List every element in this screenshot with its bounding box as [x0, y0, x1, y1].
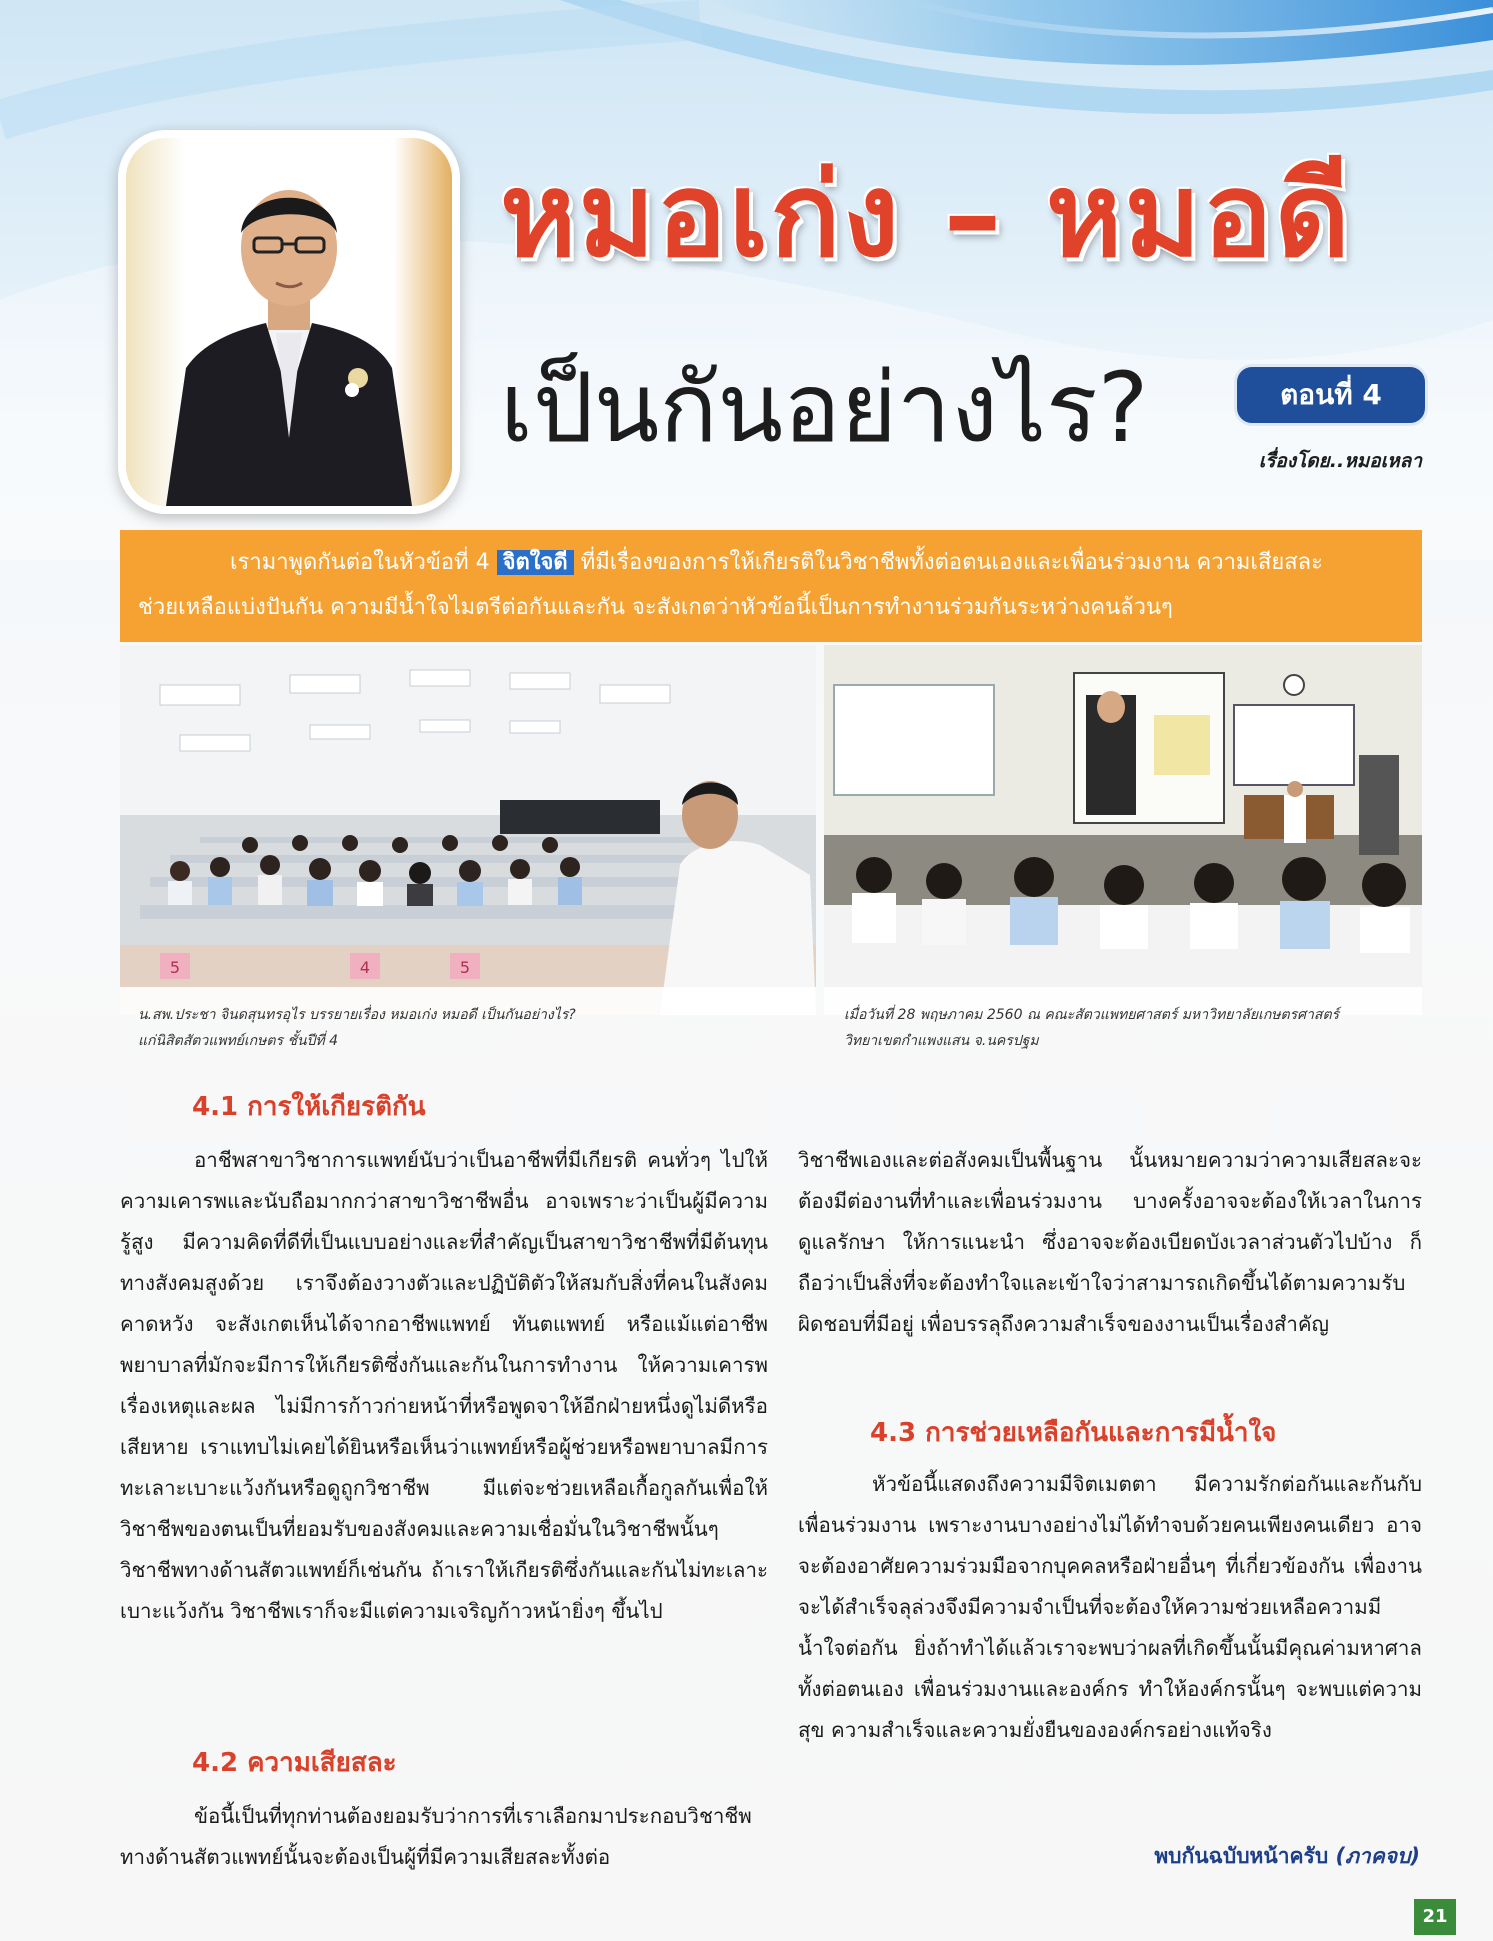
intro-line-2: ช่วยเหลือแบ่งปันกัน ความมีน้ำใจไมตรีต่อกันและกัน จะสังเกตว่าหัวข้อนี้เป็นการทำงานร่วมกันระหว่างคนล้วนๆ — [138, 595, 1173, 620]
section-4-2-body-start: ข้อนี้เป็นที่ทุกท่านต้องยอมรับว่าการที่เราเลือกมาประกอบวิชาชีพทางด้านสัตวแพทย์นั้นจะต้องเป็นผู้ที่มีความเสียสละทั้งต่อ — [120, 1804, 752, 1869]
section-4-3-body: หัวข้อนี้แสดงถึงความมีจิตเมตตา มีความรักต่อกันและกันกับเพื่อนร่วมงาน เพราะงานบางอย่างไม่ได้ทำจบด้วยคนเพียงคนเดียว อาจจะต้องอาศัยความร่วมมือจากบุคคลหรือฝ่ายอื่นๆ ที่เกี่ยวข้องกัน เพื่องานจะได้สำเร็จลุล่วงจึงมีความจำเป็นที่จะต้องให้ความช่วยเหลือความมีน้ำใจต่อกัน ยิ่งถ้าทำได้แล้วเราจะพบว่าผลที่เกิดขึ้นนั้นมีคุณค่ามหาศาลทั้งต่อตนเอง เพื่อนร่วมงานและองค์กร ทำให้องค์กรนั้นๆ จะพบแต่ความสุข ความสำเร็จและความยั่งยืนขององค์กรอย่างแท้จริง — [798, 1472, 1422, 1742]
lecture-room-photo — [824, 645, 1422, 1015]
intro-line-1 — [138, 540, 1398, 585]
closing-line — [1020, 1840, 1420, 1873]
section-4-2-heading: 4.2 ความเสียสละ — [192, 1748, 397, 1778]
closing-text: พบกันฉบับหน้าครับ — [1154, 1844, 1329, 1868]
lecture-room-illustration — [824, 645, 1422, 1015]
desk-number-2: 4 — [359, 958, 371, 977]
article-title: หมอเก่ง – หมอดี — [500, 148, 1352, 283]
closing-note: (ภาคจบ) — [1335, 1844, 1420, 1868]
left-caption-line-2: แก่นิสิตสัตวแพทย์เกษตร ชั้นปีที่ 4 — [138, 1033, 338, 1049]
author-portrait — [118, 130, 460, 514]
left-photo-caption — [138, 1002, 798, 1054]
left-caption-line-1: น.สพ.ประชา จินดสุนทรอุไร บรรยายเรื่อง หมอเก่ง หมอดี เป็นกันอย่างไร? — [138, 1007, 576, 1023]
lecture-hall-photo — [120, 645, 816, 1015]
section-4-1-heading: 4.1 การให้เกียรติกัน — [192, 1092, 426, 1122]
desk-number-3: 5 — [459, 958, 471, 977]
section-4-1-body: อาชีพสาขาวิชาการแพทย์นับว่าเป็นอาชีพที่มีเกียรติ คนทั่วๆ ไปให้ความเคารพและนับถือมากกว่าสาขาวิชาชีพอื่น อาจเพราะว่าเป็นผู้มีความรู้สูง มีความคิดที่ดีที่เป็นแบบอย่างและที่สำคัญเป็นสาขาวิชาชีพที่มีต้นทุนทางสังคมสูงด้วย เราจึงต้องวางตัวและปฏิบัติตัวให้สมกับสิ่งที่คนในสังคมคาดหวัง จะสังเกตเห็นได้จากอาชีพแพทย์ ทันตแพทย์ หรือแม้แต่อาชีพพยาบาลที่มักจะมีการให้เกียรติซึ่งกันและกันในการทำงาน ให้ความเคารพเรื่องเหตุและผล ไม่มีการก้าวก่ายหน้าที่หรือพูดจาให้อีกฝ่ายหนึ่งดูไม่ดีหรือเสียหาย เราแทบไม่เคยได้ยินหรือเห็นว่าแพทย์หรือผู้ช่วยหรือพยาบาลมีการทะเลาะเบาะแว้งกันหรือดูถูกวิชาชีพ มีแต่จะช่วยเหลือเกื้อกูลกันเพื่อให้วิชาชีพของตนเป็นที่ยอมรับของสังคมและความเชื่อมั่นในวิชาชีพนั้นๆ วิชาชีพทางด้านสัตวแพทย์ก็เช่นกัน ถ้าเราให้เกียรติซึ่งกันและกันไม่ทะเลาะเบาะแว้งกัน วิชาชีพเราก็จะมีแต่ความเจริญก้าวหน้ายิ่งๆ ขึ้นไป — [120, 1148, 768, 1623]
portrait-illustration — [126, 138, 452, 506]
intro-highlight: จิตใจดี — [497, 550, 574, 575]
article-subtitle: เป็นกันอย่างไร? — [500, 352, 1149, 464]
right-photo-caption — [844, 1002, 1424, 1054]
byline: เรื่องโดย..หมอเหลา — [1258, 450, 1422, 472]
intro-banner — [120, 530, 1422, 642]
page-number: 21 — [1414, 1899, 1456, 1935]
intro-text-end: ที่มีเรื่องของการให้เกียรติในวิชาชีพทั้งต่อตนเองและเพื่อนร่วมงาน ความเสียสละ — [580, 550, 1323, 575]
episode-badge: ตอนที่ 4 — [1234, 364, 1428, 426]
right-caption-line-1: เมื่อวันที่ 28 พฤษภาคม 2560 ณ คณะสัตวแพทยศาสตร์ มหาวิทยาลัยเกษตรศาสตร์ — [844, 1007, 1340, 1023]
intro-text-start: เรามาพูดกันต่อในหัวข้อที่ 4 — [230, 550, 490, 575]
right-caption-line-2: วิทยาเขตกำแพงแสน จ.นครปฐม — [844, 1033, 1039, 1049]
desk-number-1: 5 — [169, 958, 181, 977]
lecture-hall-illustration — [120, 645, 816, 1015]
section-4-3-heading: 4.3 การช่วยเหลือกันและการมีน้ำใจ — [870, 1418, 1277, 1448]
section-4-2-body-continued: วิชาชีพเองและต่อสังคมเป็นพื้นฐาน นั้นหมายความว่าความเสียสละจะต้องมีต่องานที่ทำและเพื่อนร่วมงาน บางครั้งอาจจะต้องให้เวลาในการดูแลรักษา ให้การแนะนำ ซึ่งอาจจะต้องเบียดบังเวลาส่วนตัวไปบ้าง ก็ถือว่าเป็นสิ่งที่จะต้องทำใจและเข้าใจว่าสามารถเกิดขึ้นได้ตามความรับผิดชอบที่มีอยู่ เพื่อบรรลุถึงความสำเร็จของงานเป็นเรื่องสำคัญ — [798, 1148, 1422, 1336]
